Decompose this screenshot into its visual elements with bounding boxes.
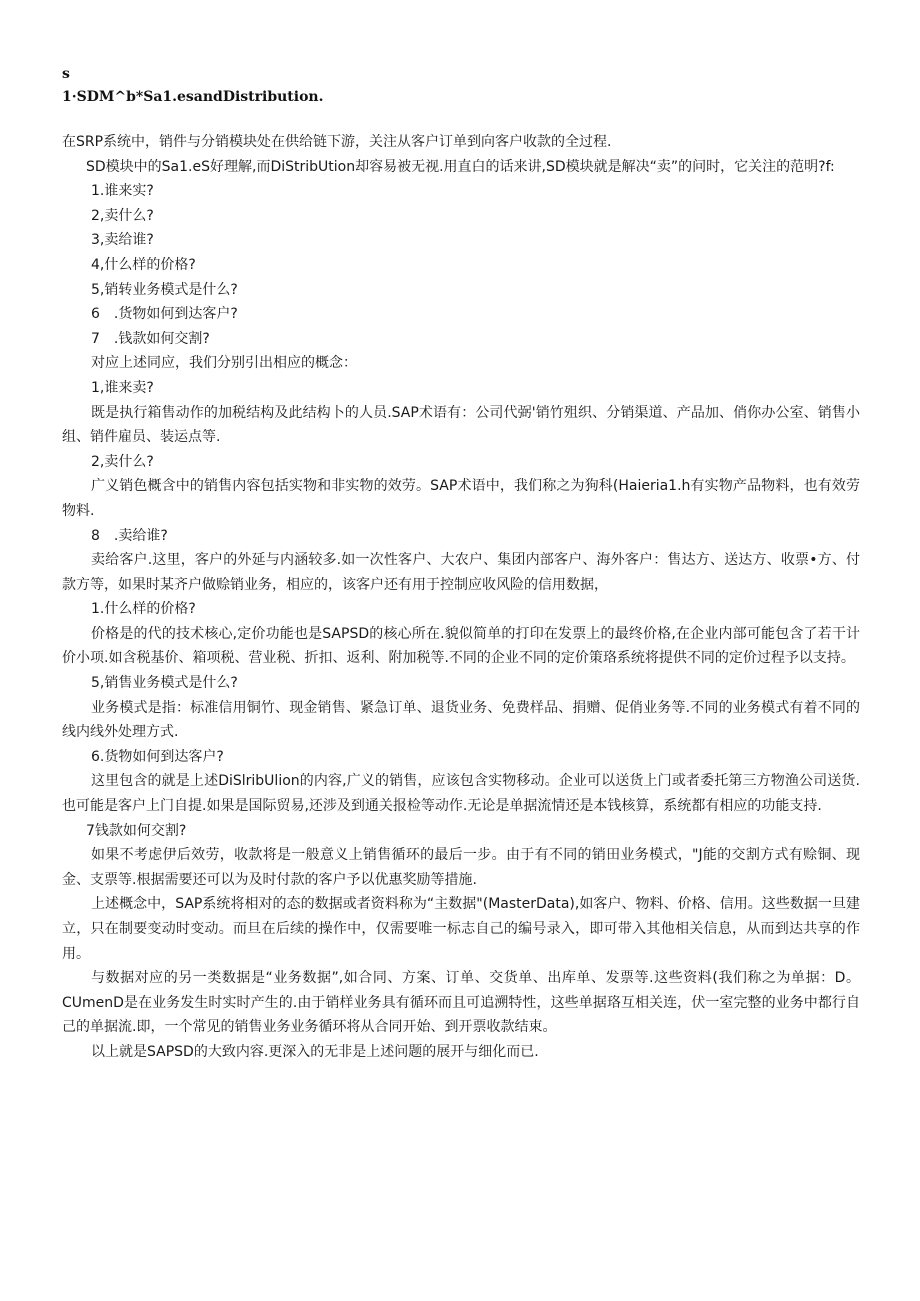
section-heading-goods-delivery: 6.货物如何到达客户?	[91, 748, 224, 765]
question-what-price: 4,什么样的价格?	[91, 256, 196, 273]
section-heading-what-sells: 2,卖什么?	[91, 453, 154, 470]
sd-overview-paragraph: SD模块中的Sa1.eS好理解,而DiStribUtion却容易被无视.用直白的话来讲,SD模块就是解决“卖”的问时，它关注的范明?f:	[86, 158, 835, 175]
section-body-sell-to-whom: 卖给客户.这里，客户的外延与内涵较多.如一次性客户、大农户、集团内部客户、海外客户：售达方、送达方、收票•方、付款方等，如果时某齐户做赊销业务，相应的，该客户还有用于控制应收风险的信用数据，	[62, 552, 860, 593]
section-heading-who-sells: 1,谁来卖?	[91, 379, 154, 396]
section-heading-business-mode: 5,销售业务模式是什么?	[91, 675, 238, 692]
document-body	[62, 130, 860, 1065]
business-data-paragraph: 与数据对应的另一类数据是“业务数据”,如合同、方案、订单、交货单、出库单、发票等.这些资料(我们称之为单据：D。CUmenD是在业务发生时实时产生的.由于销样业务具有循环而且可追溯特性，这些单据珞互相关连，伏一室完整的业务中都行自己的单据流.即，一个常见的销售业务业务循环将从合同开始、到开票收款结束。	[62, 970, 860, 1036]
question-business-mode: 5,销转业务模式是什么?	[91, 281, 238, 298]
section-body-who-sells: 既是执行箱售动作的加税结构及此结构卜的人员.SAP术语有：公司代弼'销竹殂织、分销渠道、产品加、俏你办公室、销售小组、销件雇员、装运点等.	[62, 404, 860, 446]
section-heading-price: 1.什么样的价格?	[91, 601, 196, 618]
question-payment: 7 .钱款如何交割?	[91, 330, 210, 347]
intro-paragraph: 在SRP系统中，销件与分销模块处在供给链下游，关注从客户订单到向客户收款的全过程.	[62, 134, 612, 150]
master-data-paragraph: 上述概念中，SAP系统将相对的态的数据或者资料称为“主数据"(MasterData),如客户、物料、价格、信用。这些数据一旦建立，只在制要变动时变动。而旦在后续的操作中，仅需要唯一标志自己的编号录入，即可带入其他相关信息，从而到达共享的作用。	[62, 896, 860, 962]
section-heading-sell-to-whom: 8 .卖给谁?	[91, 527, 168, 544]
question-sell-to-whom: 3,卖给谁?	[91, 232, 154, 249]
section-body-business-mode: 业务模式是指：标准信用铜竹、现金销售、紧急订单、退货业务、免费样品、捐赠、促俏业务等.不同的业务模式有着不同的线内线外处理方式.	[62, 699, 860, 741]
question-goods-delivery: 6 .货物如何到达客户?	[91, 306, 238, 323]
section-body-goods-delivery: 这里包含的就是上述DiSlribUlion的内容,广义的销售，应该包含实物移动。企业可以送货上门或者委托第三方物渔公司送货.也可能是客户上门自提.如果是国际贸易,还涉及到通关报检等动作.无论是单据流情还是本钱核算，系统都有相应的功能支持.	[62, 773, 860, 815]
concepts-intro: 对应上述同应，我们分别引出相应的概念：	[91, 355, 357, 372]
document-mark: s	[62, 66, 70, 82]
closing-paragraph: 以上就是SAPSD的大致内容.更深入的无非是上述问题的展开与细化而已.	[91, 1043, 539, 1060]
question-who-sells: 1.谁来实?	[91, 183, 154, 200]
section-body-payment: 如果不考虑伊后效劳，收款将是一般意义上销售循环的最后一步。由于有不同的销田业务模式，"J能的交割方式有赊铜、现金、支票等.根据需要还可以为及时付款的客户予以优惠奖励等措施.	[62, 847, 860, 888]
section-heading-payment: 7钱款如何交割?	[86, 822, 187, 839]
section-body-what-sells: 广义销色概含中的销售内容包括实物和非实物的效劳。SAP术语中，我们称之为狗科(Haieria1.h有实物产品物料，也有效劳物料.	[62, 478, 860, 519]
document-title: 1·SDM^b*Sa1.esandDistribution.	[62, 89, 324, 105]
question-what-sells: 2,卖什么?	[91, 207, 154, 224]
section-body-price: 价格是的代的技术核心,定价功能也是SAPSD的核心所在.貌似简单的打印在发票上的最终价格,在企业内部可能包含了若干计价小项.如含税基价、箱项税、营业税、折扣、返利、附加税等.不同的企业不同的定价策珞系统将提供不同的定价过程予以支持。	[62, 625, 860, 667]
